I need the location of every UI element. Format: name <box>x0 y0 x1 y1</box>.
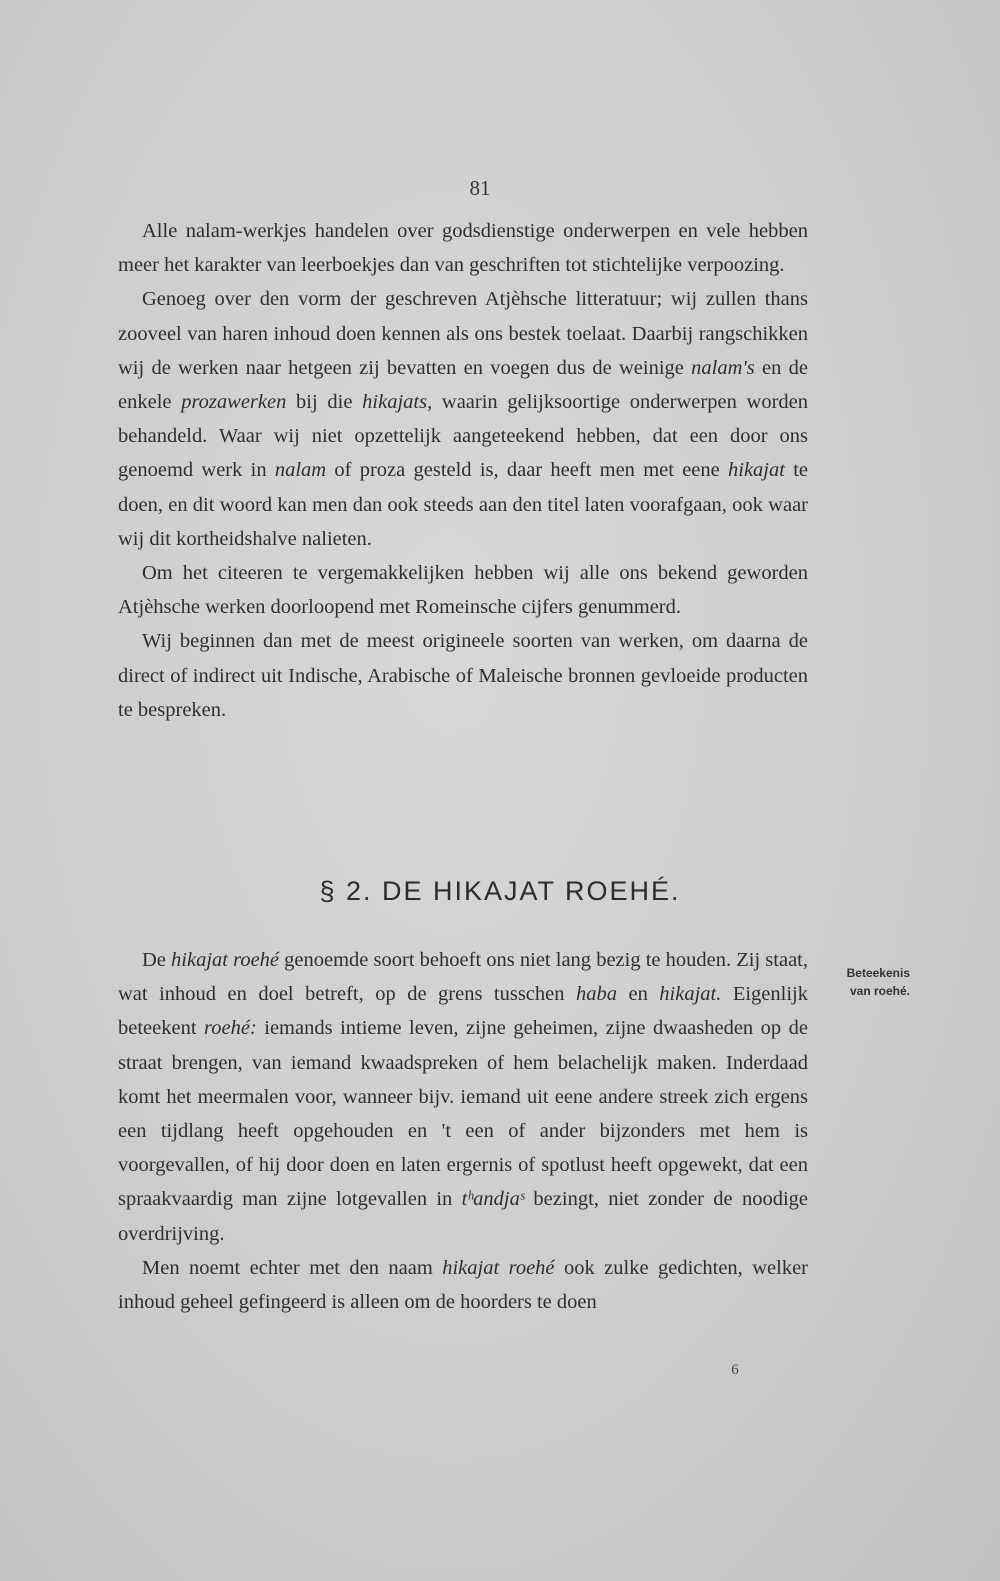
section-heading: § 2. DE HIKAJAT ROEHÉ. <box>319 876 681 906</box>
text-run: De <box>142 949 172 971</box>
margin-note-line: Beteekenis <box>846 966 910 980</box>
italic-term: nalam's <box>691 356 755 379</box>
text-run: Alle nalam-werkjes handelen over godsdienstige onderwerpen en vele hebben meer het karakter van leerboekjes dan van geschriften tot stichtelijke verpoozing. <box>118 220 808 277</box>
text-run: Eigenlijk beteekent <box>118 983 808 1040</box>
paragraph <box>118 214 808 282</box>
signature-mark: 6 <box>731 1362 739 1378</box>
paragraph <box>118 624 808 727</box>
text-block-upper <box>118 214 808 727</box>
text-run: waarin gelijksoortige onderwerpen worden behandeld. Waar wij niet opzettelijk aangeteekend hebben, dat een door ons genoemd werk in <box>118 391 808 482</box>
paragraph <box>118 1251 808 1319</box>
italic-term: hikajat. <box>659 983 722 1006</box>
italic-term: hikajat <box>728 459 785 482</box>
italic-term: prozawerken <box>181 391 287 414</box>
text-run: Genoeg over den vorm der geschreven Atjèhsche litteratuur; wij zullen thans zooveel van haren inhoud doen kennen als ons bestek toelaat. Daarbij rangschikken wij de werken naar hetgeen zij bevatten en voegen dus de weinige <box>118 288 808 379</box>
text-run: te doen, en dit woord kan men dan ook steeds aan den titel laten voorafgaan, ook waar wij dit kortheidshalve nalieten. <box>118 459 809 550</box>
text-run: Men noemt echter met den naam <box>142 1256 443 1279</box>
italic-term: hikajats, <box>362 391 433 414</box>
text-run: bezingt, niet zonder de noodige overdrijving. <box>118 1188 808 1245</box>
margin-note-line: van roehé. <box>849 984 910 998</box>
text-block-lower <box>118 943 808 1319</box>
italic-term: hikajat roehé <box>442 1256 555 1279</box>
text-run: en de enkele <box>118 356 808 414</box>
text-run: Wij beginnen dan met de meest origineele soorten van werken, om daarna de direct of indirect uit Indische, Arabische of Maleische bronnen gevloeide producten te bespreken. <box>118 630 808 721</box>
text-run: bij die <box>286 391 363 414</box>
paragraph <box>118 556 808 624</box>
text-run: iemands intieme leven, zijne geheimen, zijne dwaasheden op de straat brengen, van iemand kwaadspreken of hem belachelijk maken. Inderdaad komt het meermalen voor, wanneer bijv. iemand uit eene andere streek zich ergens een tijdlang heeft opgehouden en 't een of ander bijzonders met hem is voorgevallen, of hij door doen en laten ergernis of spotlust heeft opgewekt, dat een spraakvaardig man zijne lotgevallen in <box>118 1017 808 1211</box>
page-number: 81 <box>469 176 491 200</box>
italic-term: tʰandjaˢ <box>461 1188 525 1211</box>
italic-term: roehé: <box>204 1017 257 1040</box>
text-run: of proza gesteld is, daar heeft men met eene <box>326 459 729 482</box>
text-run: genoemde soort behoeft ons niet lang bezig te houden. Zij staat, wat inhoud en doel betreft, op de grens tusschen <box>118 949 808 1006</box>
text-run: en <box>616 983 660 1006</box>
italic-term: nalam <box>274 459 327 482</box>
italic-term: hikajat roehé <box>171 949 280 971</box>
paragraph <box>118 282 808 556</box>
margin-note <box>810 964 910 1000</box>
text-run: ook zulke gedichten, welker inhoud geheel gefingeerd is alleen om de hoorders te doen <box>118 1256 809 1314</box>
text-run: Om het citeeren te vergemakkelijken hebben wij alle ons bekend geworden Atjèhsche werken doorloopend met Romeinsche cijfers genummerd. <box>118 562 808 619</box>
italic-term: haba <box>575 983 617 1006</box>
paragraph <box>118 943 808 1251</box>
